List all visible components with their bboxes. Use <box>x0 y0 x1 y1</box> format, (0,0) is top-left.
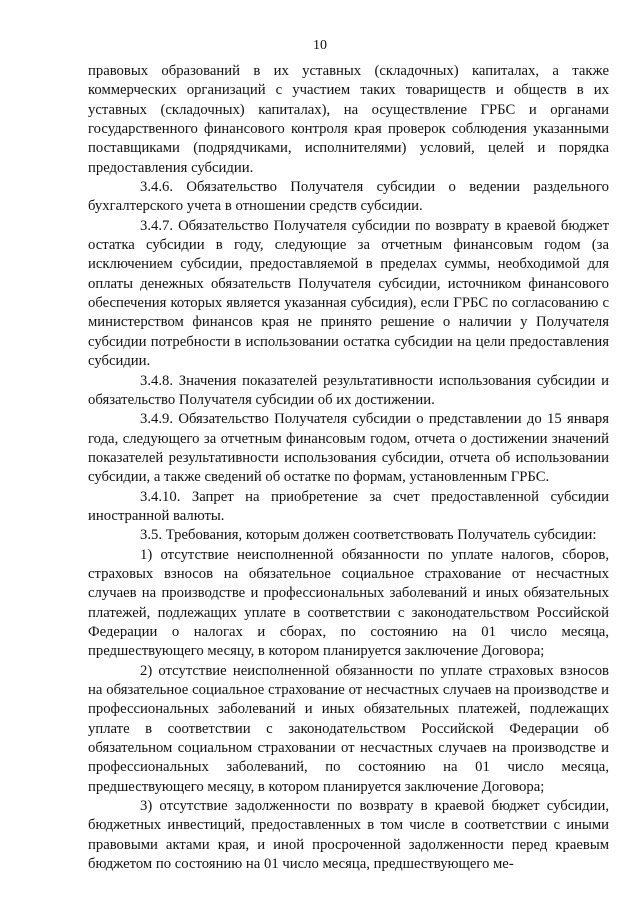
document-body <box>88 62 609 874</box>
paragraph-3-4-6: 3.4.6. Обязательство Получателя субсидии о ведении раздельного бухгалтерского учета в отношении средств субсидии. <box>88 179 609 215</box>
paragraph-3-4-7: 3.4.7. Обязательство Получателя субсидии по возврату в краевой бюджет остатка субсидии в году, следующие за отчетным финансовым годом (за исключением субсидии, предоставляемой в пределах суммы, необходимой для оплаты денежных обязательств Получателя субсидии, источником финансового обеспечения которых является указанная субсидия), если ГРБС по согласованию с министерством финансов края не принято решение о наличии у Получателя субсидии потребности в использовании остатка субсидии на цели предоставления субсидии. <box>88 217 609 370</box>
list-item-1: 1) отсутствие неисполненной обязанности по уплате налогов, сборов, страховых взносов на обязательное социальное страхование от несчастных случаев на производстве и профессиональных заболеваний и иных обязательных платежей, подлежащих уплате в соответствии с законодательством Российской Федерации о налогах и сборах, по состоянию на 01 число месяца, предшествующего месяцу, в котором планируется заключение Договора; <box>88 546 609 660</box>
paragraph-3-4-10: 3.4.10. Запрет на приобретение за счет предоставленной субсидии иностранной валюты. <box>88 488 609 524</box>
paragraph-3-5: 3.5. Требования, которым должен соответствовать Получатель субсидии: <box>140 527 597 544</box>
paragraph-3-4-8: 3.4.8. Значения показателей результативности использования субсидии и обязательство Получателя субсидии об их достижении. <box>88 372 609 408</box>
paragraph-3-4-9: 3.4.9. Обязательство Получателя субсидии о представлении до 15 января года, следующего за отчетным финансовым годом, отчета о достижении значений показателей результативности использования субсидии, отчета об использовании субсидии, а также сведений об остатке по формам, установленным ГРБС. <box>88 411 609 486</box>
page-number: 10 <box>313 38 327 53</box>
list-item-3: 3) отсутствие задолженности по возврату в краевой бюджет субсидии, бюджетных инвестиций, предоставленных в том числе в соответствии с иными правовыми актами края, и иной просроченной задолженности перед краевым бюджетом по состоянию на 01 число месяца, предшествующего ме- <box>88 798 609 873</box>
list-item-2: 2) отсутствие неисполненной обязанности по уплате страховых взносов на обязательное социальное страхование от несчастных случаев на производстве и профессиональных заболеваний и иных обязательных платежей, подлежащих уплате в соответствии с законодательством Российской Федерации об обязательном социальном страховании от несчастных случаев на производстве и профессиональных заболеваний, по состоянию на 01 число месяца, предшествующего месяцу, в котором планируется заключение Договора; <box>88 662 609 795</box>
paragraph-continuation: правовых образований в их уставных (складочных) капиталах, а также коммерческих организаций с участием таких товариществ и обществ в их уставных (складочных) капиталах), на осуществление ГРБС и органами государственного финансового контроля края проверок соблюдения указанными поставщиками (подрядчиками, исполнителями) условий, целей и порядка предоставления субсидии. <box>88 63 609 176</box>
